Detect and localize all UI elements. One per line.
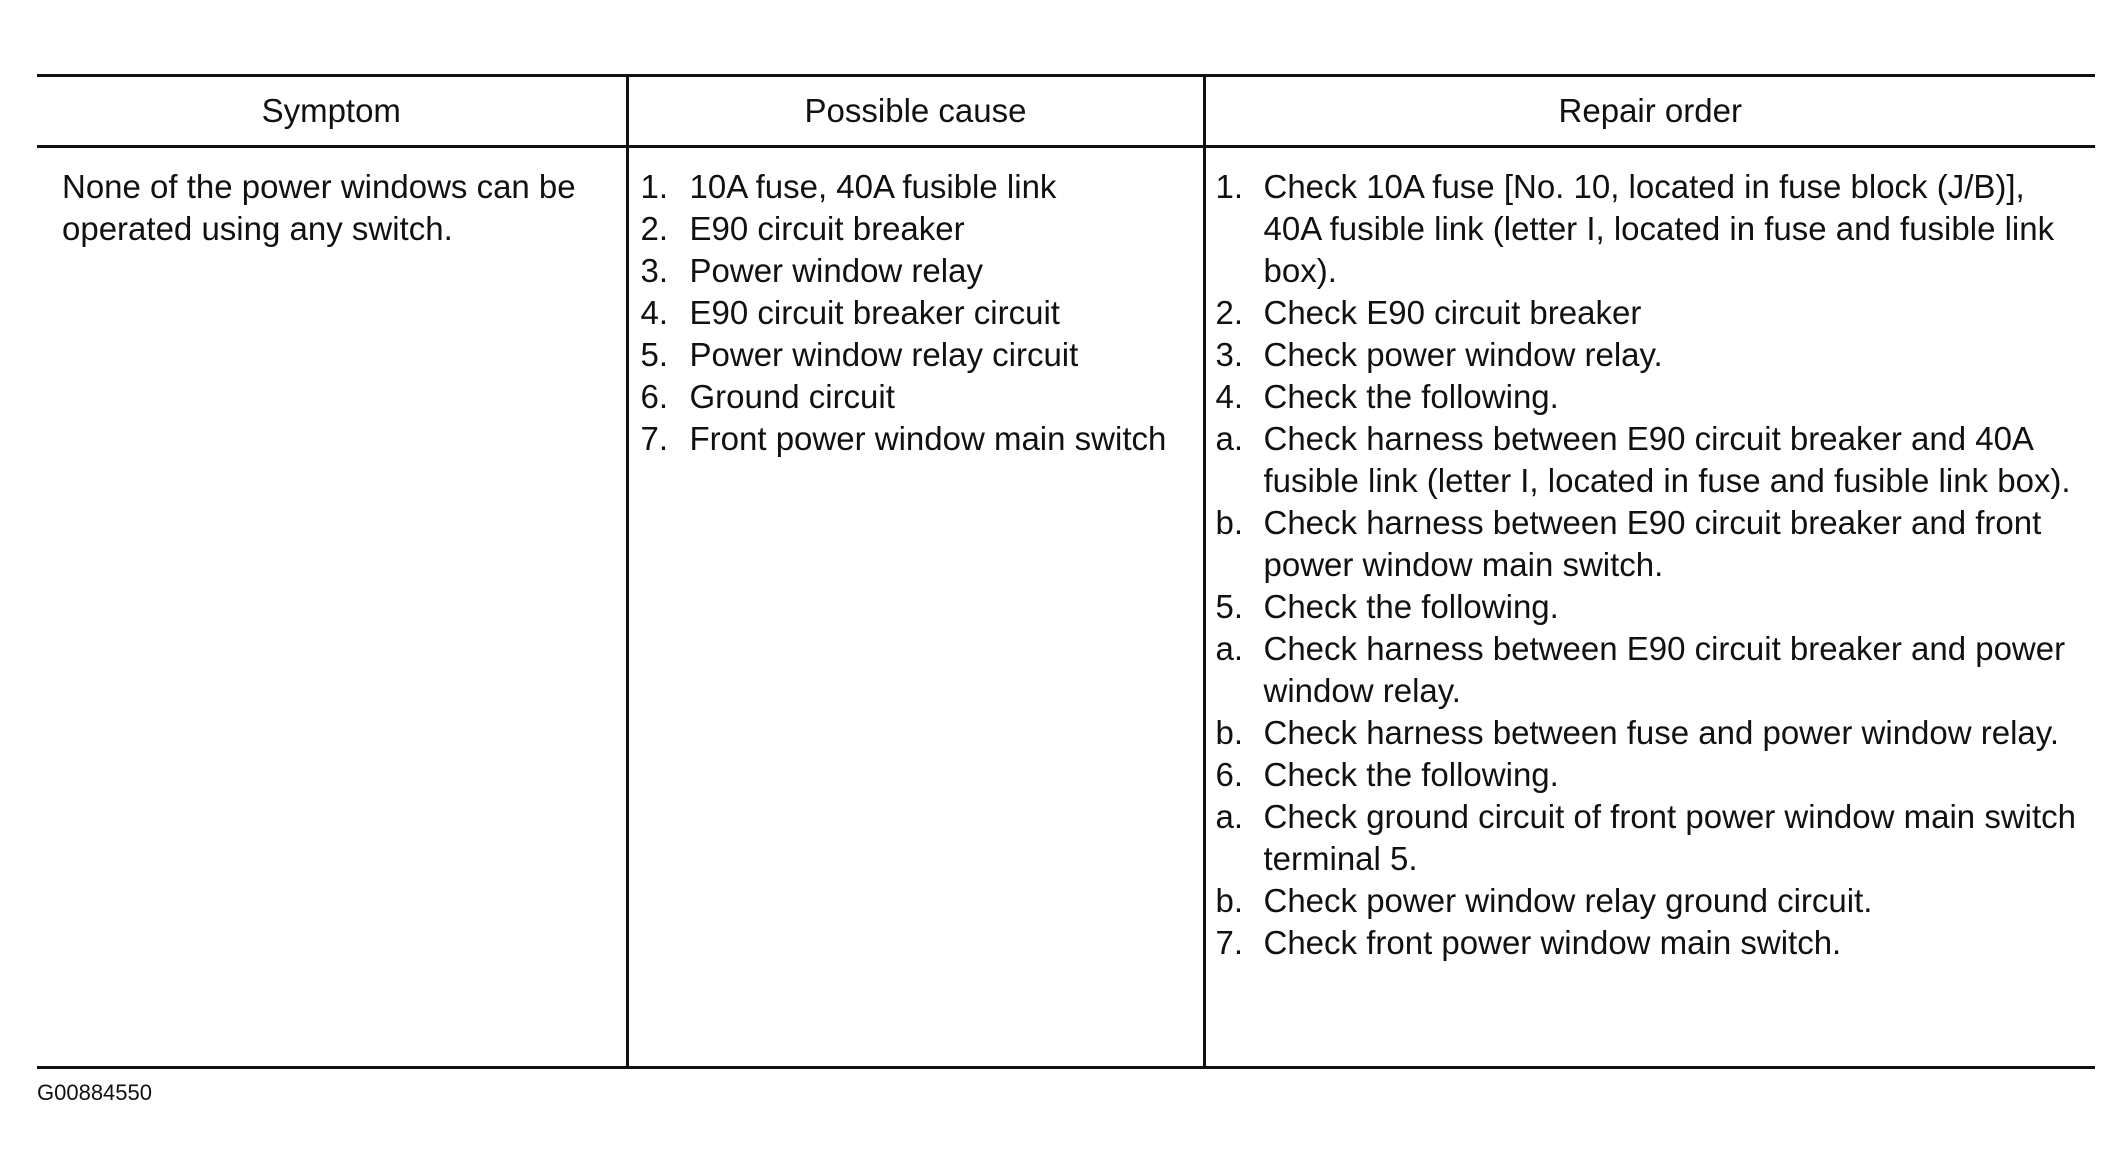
repair-order-list bbox=[1206, 148, 2096, 964]
list-text: E90 circuit breaker circuit bbox=[689, 294, 1060, 331]
list-item bbox=[629, 292, 1193, 334]
list-text: Check power window relay ground circuit. bbox=[1263, 882, 1873, 919]
list-marker: a. bbox=[1215, 630, 1244, 667]
list-marker: b. bbox=[1215, 504, 1244, 541]
list-marker: 7. bbox=[1215, 924, 1244, 961]
list-text: Check harness between E90 circuit breaker and 40A fusible link (letter I, located in fuse and fusible link box). bbox=[1263, 420, 2071, 499]
possible-cause-cell bbox=[627, 147, 1204, 1068]
list-item bbox=[1206, 628, 2086, 712]
list-item bbox=[629, 166, 1193, 208]
list-item bbox=[629, 208, 1193, 250]
diagnosis-table bbox=[37, 74, 2095, 1069]
list-text: Ground circuit bbox=[689, 378, 895, 415]
list-marker: 6. bbox=[1215, 756, 1244, 793]
list-item bbox=[1206, 586, 2086, 628]
list-marker: a. bbox=[1215, 420, 1244, 457]
list-item bbox=[1206, 376, 2086, 418]
list-marker: 2. bbox=[640, 210, 669, 247]
list-text: Check E90 circuit breaker bbox=[1263, 294, 1642, 331]
list-marker: b. bbox=[1215, 882, 1244, 919]
list-item bbox=[1206, 502, 2086, 586]
list-text: Check 10A fuse [No. 10, located in fuse block (J/B)], 40A fusible link (letter I, located in fuse and fusible link box). bbox=[1263, 168, 2055, 289]
list-item bbox=[629, 418, 1193, 460]
list-item bbox=[1206, 166, 2086, 292]
list-marker: 3. bbox=[640, 252, 669, 289]
list-marker: 3. bbox=[1215, 336, 1244, 373]
figure-code: G00884550 bbox=[37, 1080, 152, 1105]
list-marker: 5. bbox=[1215, 588, 1244, 625]
list-text: Front power window main switch bbox=[689, 420, 1167, 457]
list-item bbox=[629, 250, 1193, 292]
list-text: 10A fuse, 40A fusible link bbox=[689, 168, 1057, 205]
list-item bbox=[629, 334, 1193, 376]
list-text: Power window relay bbox=[689, 252, 983, 289]
list-text: Check the following. bbox=[1263, 588, 1559, 625]
list-marker: a. bbox=[1215, 798, 1244, 835]
list-text: Check harness between E90 circuit breaker and front power window main switch. bbox=[1263, 504, 2042, 583]
list-marker: 1. bbox=[1215, 168, 1244, 205]
list-text: Check front power window main switch. bbox=[1263, 924, 1842, 961]
symptom-text: None of the power windows can be operated using any switch. bbox=[62, 168, 576, 247]
table-row bbox=[37, 147, 2095, 1068]
repair-order-cell bbox=[1204, 147, 2095, 1068]
list-marker: b. bbox=[1215, 714, 1244, 751]
list-item bbox=[1206, 880, 2086, 922]
list-marker: 5. bbox=[640, 336, 669, 373]
list-item bbox=[1206, 922, 2086, 964]
header-possible-cause: Possible cause bbox=[627, 76, 1204, 147]
list-marker: 2. bbox=[1215, 294, 1244, 331]
list-text: Check power window relay. bbox=[1263, 336, 1663, 373]
list-marker: 4. bbox=[640, 294, 669, 331]
header-repair-order: Repair order bbox=[1204, 76, 2095, 147]
header-symptom: Symptom bbox=[37, 76, 627, 147]
list-item bbox=[1206, 754, 2086, 796]
list-item bbox=[1206, 418, 2086, 502]
list-text: Check the following. bbox=[1263, 378, 1559, 415]
list-item bbox=[1206, 334, 2086, 376]
symptom-cell bbox=[37, 147, 627, 1068]
list-text: Check the following. bbox=[1263, 756, 1559, 793]
list-item bbox=[629, 376, 1193, 418]
list-marker: 6. bbox=[640, 378, 669, 415]
possible-cause-list bbox=[629, 148, 1203, 460]
list-item bbox=[1206, 292, 2086, 334]
list-text: Power window relay circuit bbox=[689, 336, 1079, 373]
list-item bbox=[1206, 712, 2086, 754]
list-text: E90 circuit breaker bbox=[689, 210, 965, 247]
list-text: Check ground circuit of front power window main switch terminal 5. bbox=[1263, 798, 2077, 877]
table-header-row bbox=[37, 76, 2095, 147]
list-marker: 7. bbox=[640, 420, 669, 457]
list-text: Check harness between E90 circuit breaker and power window relay. bbox=[1263, 630, 2066, 709]
list-item bbox=[1206, 796, 2086, 880]
list-text: Check harness between fuse and power window relay. bbox=[1263, 714, 2059, 751]
list-marker: 1. bbox=[640, 168, 669, 205]
list-marker: 4. bbox=[1215, 378, 1244, 415]
